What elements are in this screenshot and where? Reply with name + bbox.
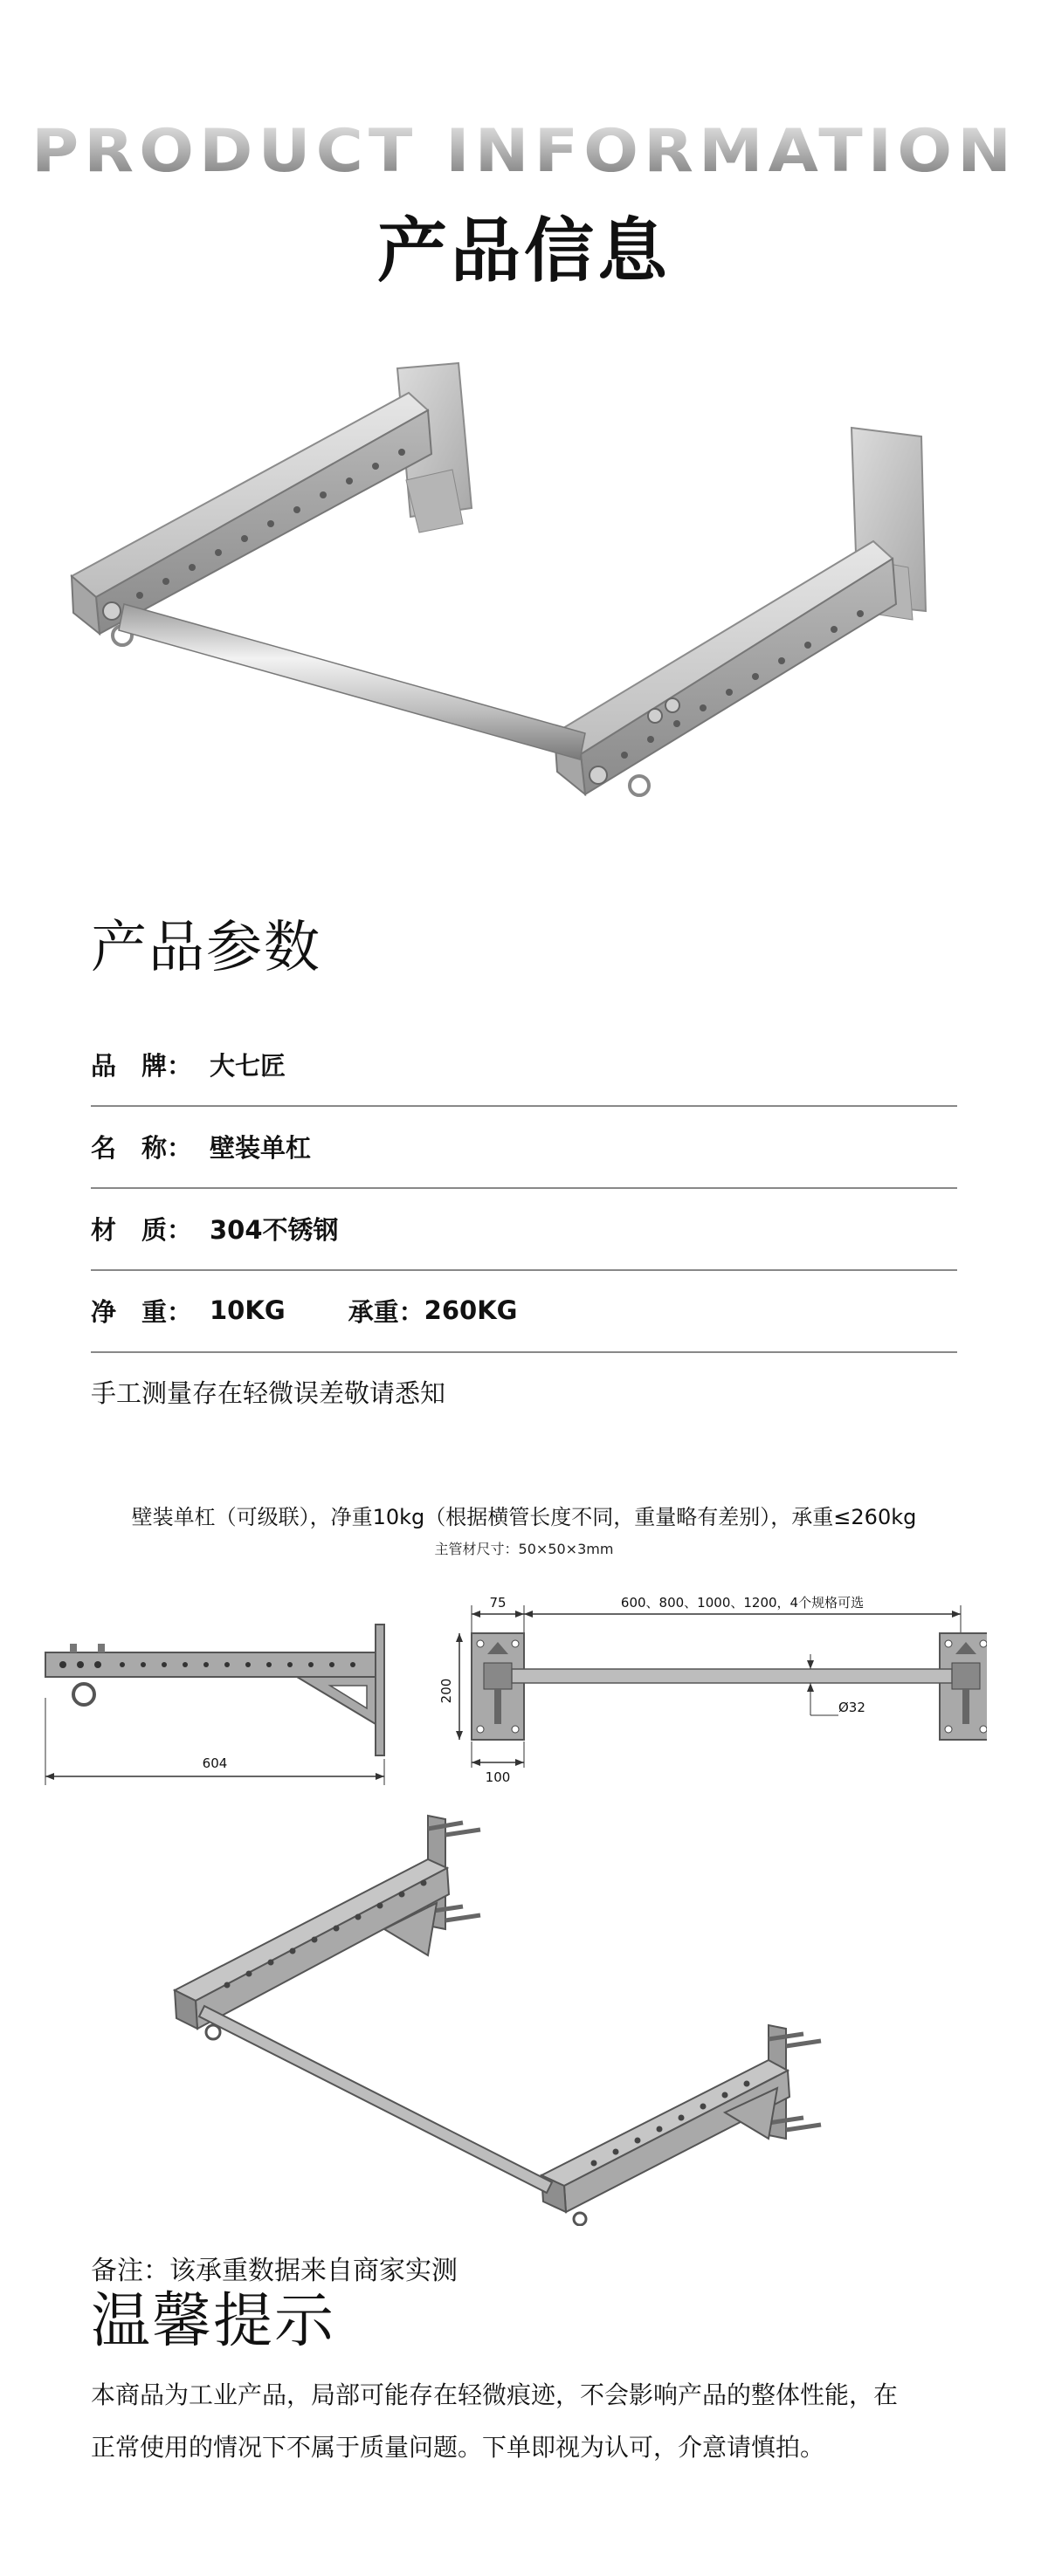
diagram-material: 主管材尺寸：50×50×3mm bbox=[434, 1541, 614, 1557]
spec-value: 大七匠 bbox=[210, 1050, 286, 1081]
dim-100: 100 bbox=[485, 1769, 511, 1785]
product-photo bbox=[61, 358, 996, 829]
spec-label-load: 承重： bbox=[348, 1296, 424, 1327]
spec-value: 10KG bbox=[210, 1295, 286, 1325]
spec-label: 品 牌： bbox=[91, 1050, 193, 1081]
title-chinese: 产品信息 bbox=[377, 210, 671, 292]
spec-row-material bbox=[91, 1187, 957, 1271]
spec-value-load: 260KG bbox=[424, 1295, 518, 1325]
tips-title: 温馨提示 bbox=[91, 2287, 336, 2356]
front-view-drawing bbox=[428, 1584, 987, 1794]
dim-lengths: 600、800、1000、1200，4个规格可选 bbox=[620, 1595, 865, 1611]
spec-row-brand bbox=[91, 1023, 957, 1107]
measurement-note: 手工测量存在轻微误差敬请悉知 bbox=[91, 1378, 446, 1408]
specs-title: 产品参数 bbox=[91, 916, 321, 980]
load-remark: 备注：该承重数据来自商家实测 bbox=[91, 2256, 458, 2286]
diagram-caption: 壁装单杠（可级联），净重10kg（根据横管长度不同，重量略有差别），承重≤260kg bbox=[131, 1505, 917, 1529]
tips-line-2: 正常使用的情况下不属于质量问题。下单即视为认可，介意请慎拍。 bbox=[91, 2433, 825, 2462]
spec-label: 净 重： bbox=[91, 1296, 193, 1327]
isometric-drawing bbox=[166, 1798, 882, 2226]
dim-diameter: Ø32 bbox=[838, 1700, 865, 1715]
spec-label: 材 质： bbox=[91, 1214, 193, 1245]
tips-line-1: 本商品为工业产品，局部可能存在轻微痕迹，不会影响产品的整体性能，在 bbox=[91, 2380, 899, 2409]
dim-side-length: 604 bbox=[202, 1755, 228, 1771]
title-english: PRODUCT INFORMATION bbox=[0, 115, 1048, 188]
spec-value: 304不锈钢 bbox=[210, 1214, 339, 1245]
spec-label: 名 称： bbox=[91, 1132, 193, 1163]
dim-75: 75 bbox=[489, 1595, 507, 1611]
spec-row-name bbox=[91, 1105, 957, 1189]
dim-200: 200 bbox=[438, 1678, 454, 1704]
spec-value: 壁装单杠 bbox=[210, 1132, 312, 1163]
spec-row-weight bbox=[91, 1269, 957, 1353]
side-view-drawing bbox=[35, 1611, 402, 1785]
